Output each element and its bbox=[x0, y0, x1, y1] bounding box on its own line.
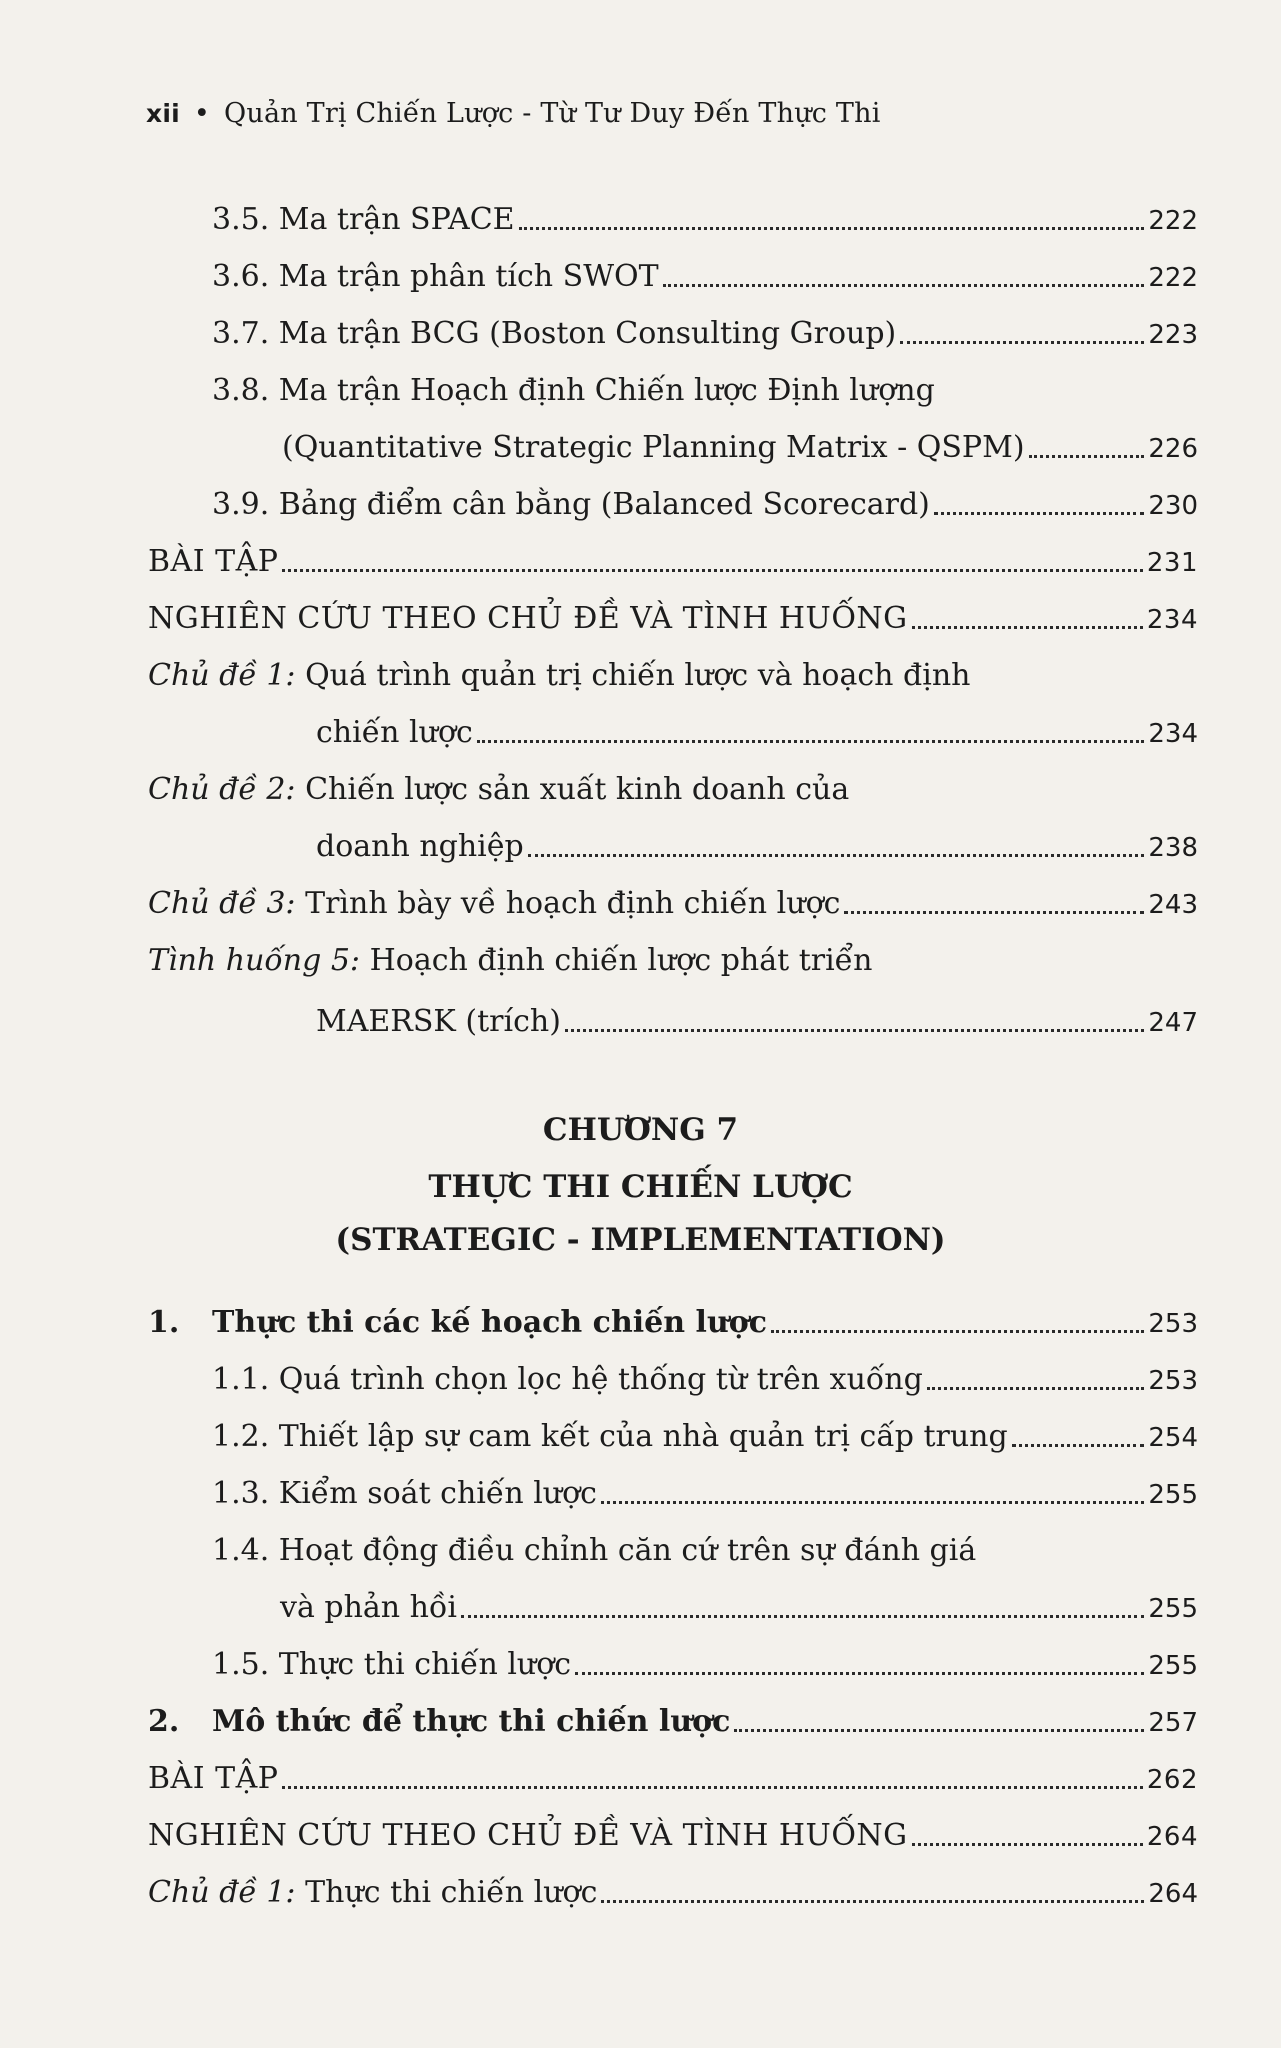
toc-entry-label: 1.5. Thực thi chiến lược bbox=[212, 1647, 572, 1682]
toc-entry-page: 226 bbox=[1148, 434, 1198, 464]
toc-entry-page: 255 bbox=[1148, 1594, 1198, 1624]
toc-entry-label: Thực thi các kế hoạch chiến lược bbox=[212, 1305, 767, 1340]
toc-entry bbox=[148, 1873, 1198, 1913]
toc-entry-label: 1.1. Quá trình chọn lọc hệ thống từ trên xuống bbox=[212, 1362, 923, 1397]
toc-entry-page: 234 bbox=[1146, 605, 1198, 635]
toc-entry-number: 1. bbox=[148, 1305, 180, 1340]
toc-entry bbox=[148, 941, 1198, 981]
toc-entry-number: 2. bbox=[148, 1704, 180, 1739]
toc-entry bbox=[212, 314, 1198, 354]
toc-entry-page: 253 bbox=[1148, 1366, 1198, 1396]
dot-leader bbox=[844, 910, 1144, 914]
dot-leader bbox=[734, 1728, 1144, 1732]
dot-leader bbox=[912, 625, 1143, 629]
toc-entry bbox=[148, 599, 1198, 639]
toc-entry-page: 262 bbox=[1146, 1765, 1198, 1795]
toc-entry-continuation bbox=[316, 713, 1198, 753]
chapter-number: CHƯƠNG 7 bbox=[542, 1112, 739, 1148]
toc-entry-continuation bbox=[316, 1002, 1198, 1042]
toc-entry-label: và phản hồi bbox=[280, 1590, 457, 1625]
dot-leader bbox=[912, 1842, 1143, 1846]
toc-entry-label: BÀI TẬP bbox=[148, 544, 279, 579]
dot-leader bbox=[1029, 454, 1145, 458]
toc-entry bbox=[212, 1531, 1198, 1571]
toc-entry-page: 222 bbox=[1148, 206, 1198, 236]
toc-entry-label: 3.9. Bảng điểm cân bằng (Balanced Scorecard) bbox=[212, 487, 930, 522]
toc-entry-page: 231 bbox=[1146, 548, 1198, 578]
toc-entry-label: Trình bày về hoạch định chiến lược bbox=[305, 886, 841, 921]
toc-entry-label: MAERSK (trích) bbox=[316, 1004, 561, 1039]
toc-entry-label: 1.3. Kiểm soát chiến lược bbox=[212, 1476, 597, 1511]
toc-entry-prefix: Chủ đề 3: bbox=[148, 886, 296, 921]
dot-leader bbox=[900, 340, 1144, 344]
dot-leader bbox=[601, 1500, 1144, 1504]
toc-entry-page: 234 bbox=[1148, 719, 1198, 749]
toc-entry-label: Mô thức để thực thi chiến lược bbox=[212, 1704, 731, 1739]
dot-leader bbox=[927, 1386, 1145, 1390]
toc-entry-label: chiến lược bbox=[316, 715, 473, 750]
toc-entry bbox=[212, 1474, 1198, 1514]
toc-entry-prefix: Chủ đề 1: bbox=[148, 1875, 296, 1910]
toc-entry-label: 1.2. Thiết lập sự cam kết của nhà quản trị cấp trung bbox=[212, 1419, 1008, 1454]
dot-leader bbox=[663, 283, 1145, 287]
toc-entry bbox=[212, 1360, 1198, 1400]
toc-entry-continuation bbox=[316, 827, 1198, 867]
toc-entry bbox=[212, 371, 1198, 411]
chapter-title: THỰC THI CHIẾN LƯỢC bbox=[428, 1169, 853, 1205]
toc-entry-label: Quá trình quản trị chiến lược và hoạch định bbox=[305, 658, 971, 693]
toc-entry-label: doanh nghiệp bbox=[316, 829, 524, 864]
toc-entry bbox=[148, 1303, 1198, 1343]
toc-entry bbox=[148, 884, 1198, 924]
header-book-title: Quản Trị Chiến Lược - Từ Tư Duy Đến Thực Thi bbox=[224, 98, 881, 129]
header-separator: • bbox=[193, 98, 211, 129]
toc-entry-label: BÀI TẬP bbox=[148, 1761, 279, 1796]
toc-entry bbox=[148, 656, 1198, 696]
dot-leader bbox=[934, 511, 1144, 515]
dot-leader bbox=[282, 1785, 1142, 1789]
toc-entry-page: 253 bbox=[1148, 1309, 1198, 1339]
toc-entry-label: Chiến lược sản xuất kinh doanh của bbox=[305, 772, 850, 807]
toc-entry-page: 264 bbox=[1146, 1822, 1198, 1852]
toc-entry-label: 3.7. Ma trận BCG (Boston Consulting Group) bbox=[212, 316, 897, 351]
dot-leader bbox=[601, 1899, 1144, 1903]
toc-entry-page: 264 bbox=[1148, 1879, 1198, 1909]
toc-entry bbox=[148, 542, 1198, 582]
toc-entry-label: 1.4. Hoạt động điều chỉnh căn cứ trên sự đánh giá bbox=[212, 1533, 977, 1568]
toc-entry-page: 254 bbox=[1148, 1423, 1198, 1453]
toc-entry bbox=[212, 200, 1198, 240]
toc-entry bbox=[212, 1417, 1198, 1457]
header-page-number: xii bbox=[146, 99, 180, 128]
dot-leader bbox=[528, 853, 1145, 857]
toc-entry-page: 255 bbox=[1148, 1651, 1198, 1681]
toc-entry-page: 257 bbox=[1148, 1708, 1198, 1738]
toc-entry-page: 238 bbox=[1148, 833, 1198, 863]
dot-leader bbox=[461, 1614, 1144, 1618]
dot-leader bbox=[771, 1329, 1144, 1333]
toc-entry-label: Thực thi chiến lược bbox=[305, 1875, 598, 1910]
toc-entry bbox=[212, 257, 1198, 297]
toc-entry-label: NGHIÊN CỨU THEO CHỦ ĐỀ VÀ TÌNH HUỐNG bbox=[148, 1818, 908, 1853]
toc-entry-page: 247 bbox=[1148, 1008, 1198, 1038]
toc-entry-page: 223 bbox=[1148, 320, 1198, 350]
toc-entry-label: NGHIÊN CỨU THEO CHỦ ĐỀ VÀ TÌNH HUỐNG bbox=[148, 601, 908, 636]
dot-leader bbox=[477, 739, 1145, 743]
toc-entry-page: 230 bbox=[1148, 491, 1198, 521]
toc-entry bbox=[148, 1816, 1198, 1856]
toc-entry-label: (Quantitative Strategic Planning Matrix - QSPM) bbox=[282, 430, 1025, 465]
toc-entry-label: 3.8. Ma trận Hoạch định Chiến lược Định lượng bbox=[212, 373, 935, 408]
toc-entry-continuation bbox=[282, 428, 1198, 468]
toc-entry bbox=[212, 1645, 1198, 1685]
toc-entry bbox=[212, 485, 1198, 525]
dot-leader bbox=[282, 568, 1142, 572]
toc-entry-page: 243 bbox=[1148, 890, 1198, 920]
toc-entry-page: 255 bbox=[1148, 1480, 1198, 1510]
toc-entry-prefix: Chủ đề 2: bbox=[148, 772, 296, 807]
toc-entry bbox=[148, 1759, 1198, 1799]
dot-leader bbox=[575, 1671, 1144, 1675]
toc-entry bbox=[148, 1702, 1198, 1742]
dot-leader bbox=[565, 1028, 1144, 1032]
toc-entry-label: 3.6. Ma trận phân tích SWOT bbox=[212, 259, 659, 294]
toc-entry bbox=[148, 770, 1198, 810]
toc-entry-page: 222 bbox=[1148, 263, 1198, 293]
dot-leader bbox=[519, 226, 1145, 230]
toc-entry-prefix: Tình huống 5: bbox=[148, 943, 361, 978]
toc-entry-label: 3.5. Ma trận SPACE bbox=[212, 202, 515, 237]
dot-leader bbox=[1012, 1443, 1145, 1447]
toc-entry-continuation bbox=[280, 1588, 1198, 1628]
chapter-subtitle: (STRATEGIC - IMPLEMENTATION) bbox=[335, 1222, 946, 1258]
toc-entry-label: Hoạch định chiến lược phát triển bbox=[369, 943, 873, 978]
toc-entry-prefix: Chủ đề 1: bbox=[148, 658, 296, 693]
